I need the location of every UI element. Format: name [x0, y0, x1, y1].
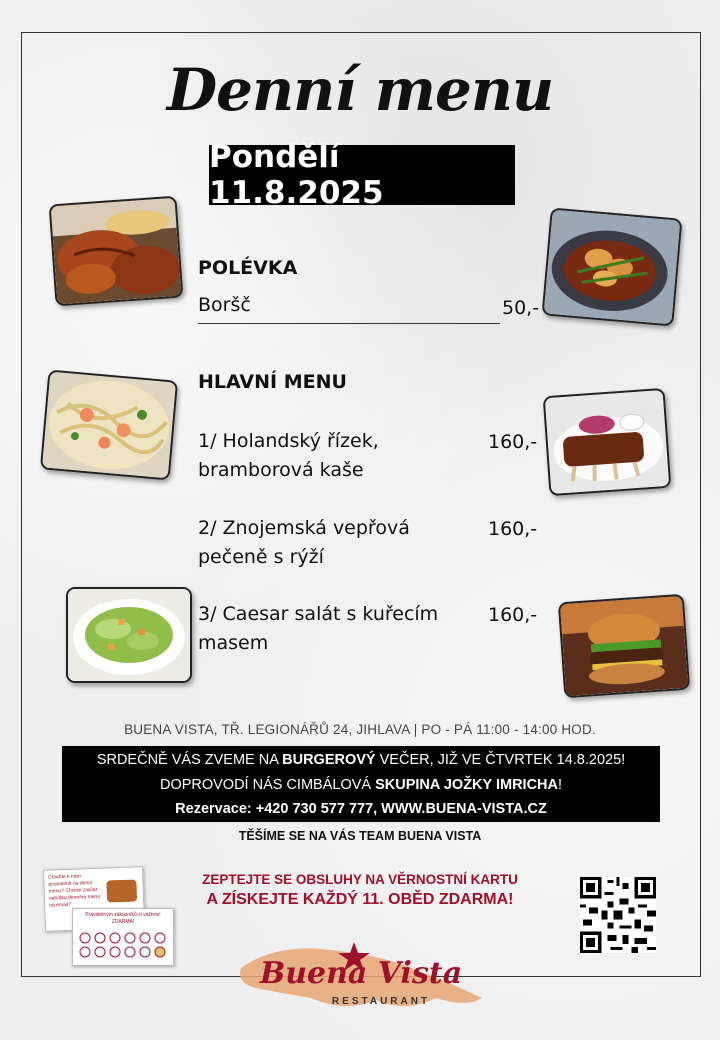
date-banner [209, 139, 515, 211]
main-item-2-line1: 2/ Znojemská vepřová [198, 517, 410, 539]
stamp-circles-icon [73, 931, 173, 961]
caesar-salad-photo [66, 587, 192, 683]
loyalty-line-1: ZEPTEJTE SE OBSLUHY NA VĚRNOSTNÍ KARTU [202, 872, 518, 887]
page-title: Denní menu [166, 56, 554, 124]
logo-subtitle: RESTAURANT [331, 996, 431, 1007]
team-signoff: TĚŠÍME SE NA VÁS TEAM BUENA VISTA [238, 829, 482, 843]
promo-banner [62, 746, 660, 822]
main-item-1-price: 160,- [488, 431, 538, 453]
logo-wordmark: Buena Vista [259, 956, 463, 991]
card-back-text: Pravidelným zákazníků si vážíme! ZDARMA! [85, 912, 161, 925]
promo-line-1 [62, 748, 660, 773]
buena-vista-logo [236, 938, 486, 1024]
grilled-chicken-photo [49, 196, 184, 307]
promo-highlight: BURGEROVÝ [282, 752, 376, 768]
promo-text: SRDEČNĚ VÁS ZVEME NA [96, 752, 283, 768]
loyalty-card-back [72, 908, 174, 966]
soup-divider [198, 323, 500, 324]
promo-text: DOPROVODÍ NÁS CIMBÁLOVÁ [159, 776, 376, 793]
promo-line-2 [62, 773, 660, 798]
main-item-1 [198, 427, 488, 485]
main-item-2-price: 160,- [488, 518, 538, 540]
date-label: Pondělí 11.8.2025 [209, 139, 384, 211]
main-item-1-line1: 1/ Holandský řízek, [198, 430, 379, 452]
soup-price: 50,- [502, 297, 540, 319]
address-line: BUENA VISTA, TŘ. LEGIONÁŘŮ 24, JIHLAVA | PO - PÁ 11:00 - 14:00 HOD. [124, 722, 596, 737]
promo-highlight: SKUPINA JOŽKY IMRICHA [375, 776, 558, 793]
loyalty-line-2: A ZÍSKEJTE KAŽDÝ 11. OBĚD ZDARMA! [206, 891, 514, 908]
potatoes-beans-photo [542, 207, 683, 326]
card-front-text: Chodíte k nám pravidelně na denní menu? Chcete zasílat nabídku denního menu na email? [48, 873, 101, 909]
reservation-contact: Rezervace: +420 730 577 777, WWW.BUENA-VISTA.CZ [175, 801, 547, 817]
soup-heading: POLÉVKA [198, 257, 298, 279]
qr-code-icon[interactable] [580, 877, 656, 953]
card-food-thumb [106, 880, 137, 903]
promo-text: VEČER, JIŽ VE ČTVRTEK 14.8.2025! [375, 752, 626, 768]
main-item-3 [198, 600, 488, 658]
main-item-3-line2: masem [198, 632, 269, 654]
main-item-1-line2: bramborová kaše [198, 459, 364, 481]
promo-line-3 [62, 797, 660, 822]
main-item-2 [198, 514, 488, 572]
shrimp-pasta-photo [40, 370, 178, 481]
main-item-2-line2: pečeně s rýží [198, 546, 324, 568]
main-menu-heading: HLAVNÍ MENU [198, 371, 347, 393]
main-item-3-line1: 3/ Caesar salát s kuřecím [198, 603, 439, 625]
burger-photo [558, 594, 690, 699]
main-item-3-price: 160,- [488, 604, 538, 626]
promo-text: ! [558, 776, 563, 793]
soup-item-name: Boršč [198, 294, 251, 316]
ribs-photo [543, 388, 672, 496]
